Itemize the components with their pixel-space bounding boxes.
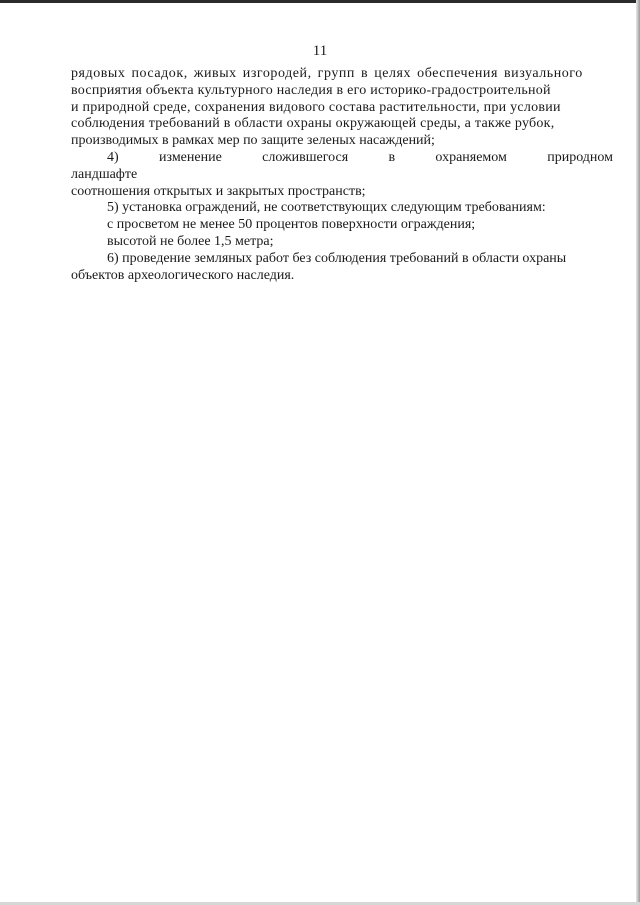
text-line: 4) изменение сложившегося в охраняемом природном ландшафте [71, 149, 613, 182]
paragraph-earthworks [71, 251, 613, 285]
page-number: 11 [312, 43, 328, 59]
paragraph-landscape [71, 150, 613, 200]
paragraph-fence-height: высотой не более 1,5 метра; [107, 233, 274, 249]
text-line: и природной среде, сохранения видового состава растительности, при условии [71, 99, 561, 115]
document-body [71, 66, 613, 284]
text-line: восприятия объекта культурного наследия в его историко-градостроительной [71, 82, 551, 98]
scan-edge-right [636, 0, 640, 905]
text-line: рядовых посадок, живых изгородей, групп в целях обеспечения визуального [71, 66, 583, 81]
text-line: соотношения открытых и закрытых пространств; [71, 183, 366, 199]
text-line: объектов археологического наследия. [71, 267, 295, 283]
scan-edge-top [0, 0, 640, 3]
text-line: соблюдения требований в области охраны окружающей среды, а также рубок, [71, 116, 555, 132]
text-line: 6) проведение земляных работ без соблюдения требований в области охраны [107, 250, 567, 266]
paragraph-vegetation [71, 66, 613, 150]
paragraph-fence-gap: с просветом не менее 50 процентов поверхности ограждения; [107, 217, 476, 233]
paragraph-fences: 5) установка ограждений, не соответствующих следующим требованиям: [107, 200, 546, 216]
text-line: производимых в рамках мер по защите зеленых насаждений; [71, 133, 435, 149]
